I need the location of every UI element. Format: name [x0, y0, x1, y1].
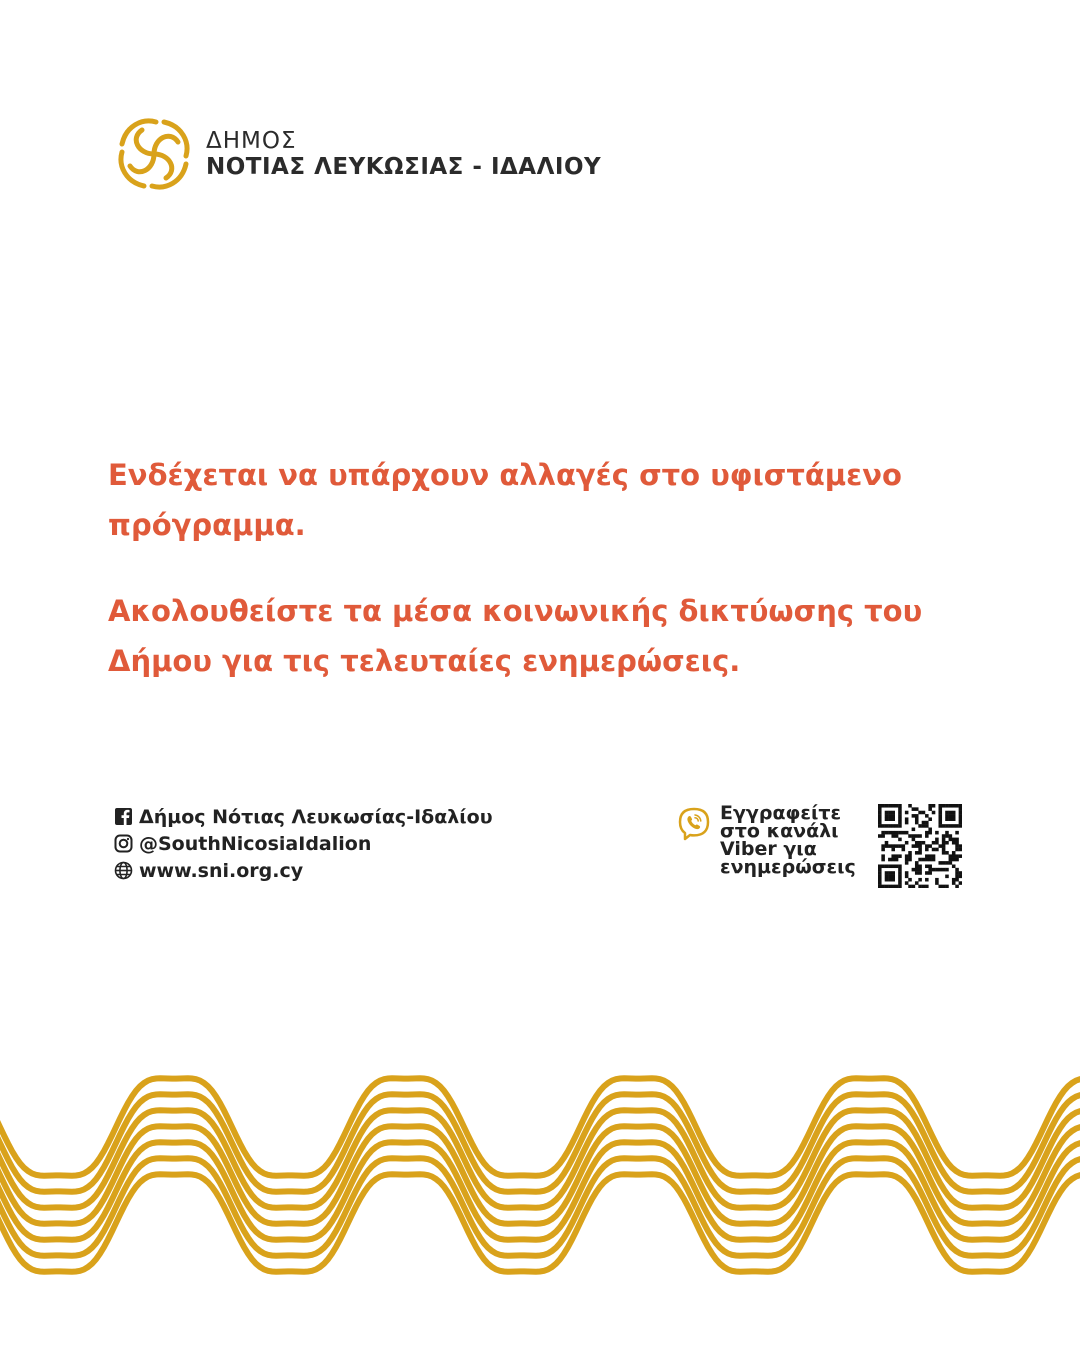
municipality-emblem-icon — [112, 112, 196, 196]
viber-label — [720, 804, 860, 876]
website-label: www.sni.org.cy — [139, 859, 304, 882]
viber-line-3: Viber για — [720, 838, 817, 860]
announcement-paragraph-2: Ακολουθείστε τα μέσα κοινωνικής δικτύωσης του Δήμου για τις τελευταίες ενημερώσεις. — [108, 594, 923, 678]
brand-title: ΔΗΜΟΣ — [206, 128, 297, 154]
decorative-wave-pattern — [0, 1040, 1080, 1310]
social-links — [114, 803, 493, 884]
globe-icon — [114, 861, 133, 880]
viber-line-2: στο κανάλι — [720, 820, 839, 842]
brand-subtitle: ΝΟΤΙΑΣ ΛΕΥΚΩΣΙΑΣ - ΙΔΑΛΙΟΥ — [206, 154, 602, 180]
instagram-icon — [114, 834, 133, 853]
viber-line-1: Εγγραφείτε — [720, 802, 842, 824]
announcement-paragraph-1: Ενδέχεται να υπάρχουν αλλαγές στο υφιστάμενο πρόγραμμα. — [108, 458, 902, 542]
announcement — [108, 450, 988, 722]
facebook-icon — [114, 807, 133, 826]
viber-icon — [676, 806, 712, 842]
instagram-link[interactable] — [114, 830, 493, 857]
facebook-link[interactable] — [114, 803, 493, 830]
qr-code[interactable] — [878, 804, 962, 888]
facebook-label: Δήμος Νότιας Λευκωσίας-Ιδαλίου — [139, 805, 493, 828]
viber-line-4: ενημερώσεις — [720, 856, 856, 878]
website-link[interactable] — [114, 857, 493, 884]
instagram-label: @SouthNicosiaIdalion — [139, 832, 372, 855]
brand-logo — [112, 112, 601, 196]
viber-subscribe[interactable] — [676, 804, 860, 876]
